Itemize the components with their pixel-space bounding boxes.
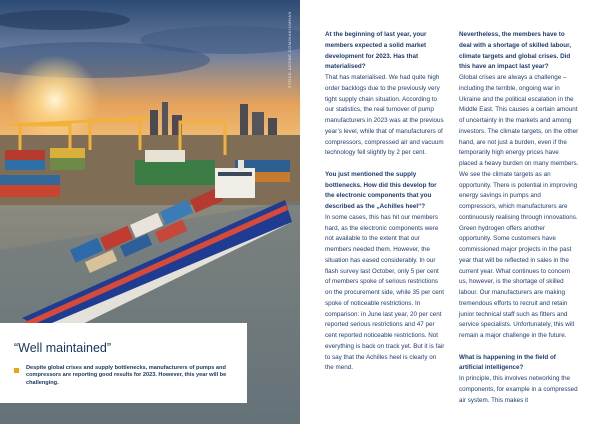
pull-quote-title: “Well maintained”: [14, 341, 112, 355]
pull-quote-row: [14, 365, 235, 387]
pull-quote-box: [0, 323, 247, 403]
interview-question: What is happening in the field of artificial intelligence?: [459, 353, 556, 372]
interview-answer: In principle, this involves networking the components, for example in a compressed air system. This makes it: [459, 375, 578, 404]
interview-question: You just mentioned the supply bottlenecks. How did this develop for the electronic components that you described as the „Achilles heel“?: [325, 170, 437, 210]
interview-question: At the beginning of last year, your members expected a solid market development for 2023. Has that materialised?: [325, 31, 427, 71]
interview-answer: In some cases, this has hit our members hard, as the electronic components were not available to the extent that our members needed them. However, the situation has eased considerably. In our flash survey last October, only 5 per cent of members spoke of serious restrictions on the procurement side, while 35 per cent spoke of noticeable restrictions. In comparison: in June last year, 20 per cent reported serious restrictions and 47 per cent reported noticeable restrictions. Not everything is back on track yet. But it is fair to say that the Achilles heel is clearly on the mend.: [325, 213, 445, 372]
interview-question: Nevertheless, the members have to deal with a shortage of skilled labour, climate targets and global crises. Did this have an impact last year?: [459, 31, 571, 71]
square-bullet-icon: [14, 368, 19, 373]
interview-answer: Global crises are always a challenge – including the terrible, ongoing war in Ukraine and the political escalation in the Middle East. This causes a certain amount of uncertainty in the markets and among investors. The climate targets, on the other hand, are not just a burden, even if the temporarily high energy prices have placed a heavy burden on many members. We see the climate targets as an opportunity. There is potential in improving energy savings in pumps and compressors, which manufacturers are continuously realising through innovations. Green hydrogen offers another opportunity. Some customers have commissioned major projects in the past year that will be reflected in sales in the current year. What continues to concern us, however, is the shortage of skilled labour. Our manufacturers are making tremendous efforts to recruit and retain junior technical staff such as fitters and service specialists. Unfortunately, this will remain a major challenge in the future.: [459, 74, 579, 339]
text-column-1: [325, 30, 445, 374]
photo-credit: STOCK.ADOBE.COM/HAKINMHAN: [287, 11, 292, 88]
interview-answer: That has materialised. We had quite high order backlogs due to the previously very tight supply chain situation. According to our statistics, the real turnover of pump manufacturers in 2023 was at the previous year’s level, while that of manufacturers of compressors, compressed air and vacuum technology fell slightly by 2 per cent.: [325, 74, 444, 157]
pull-quote-text: Despite global crises and supply bottlenecks, manufacturers of pumps and compressors are reporting good results for 2023. However, this year will be challenging.: [26, 365, 227, 386]
text-column-2: [459, 30, 579, 406]
